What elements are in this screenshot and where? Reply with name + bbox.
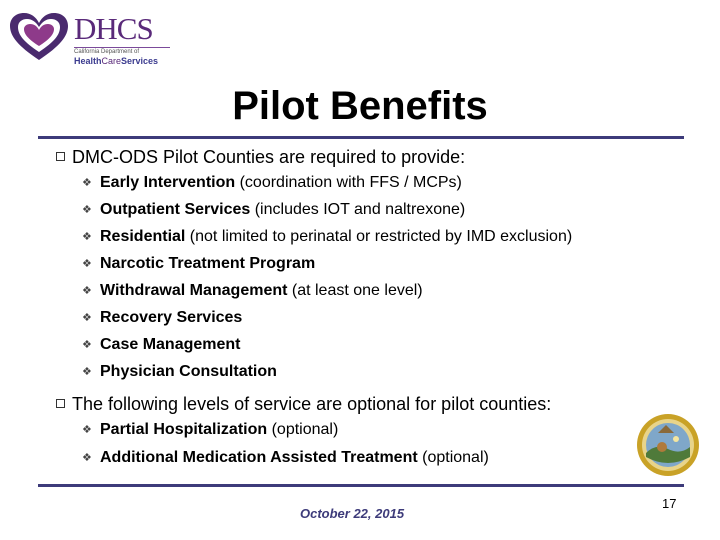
item-name: Recovery Services bbox=[100, 309, 243, 326]
logo-wordmark: DHCS bbox=[74, 11, 153, 46]
logo-subtitle: California Department of bbox=[74, 47, 170, 56]
item-detail: (optional) bbox=[267, 421, 339, 438]
item-detail: (optional) bbox=[417, 449, 489, 466]
diamond-bullet-icon: ❖ bbox=[82, 424, 92, 436]
diamond-bullet-icon: ❖ bbox=[82, 285, 92, 297]
square-bullet-icon bbox=[56, 399, 65, 408]
diamond-bullet-icon: ❖ bbox=[82, 204, 92, 216]
diamond-bullet-icon: ❖ bbox=[82, 312, 92, 324]
diamond-bullet-icon: ❖ bbox=[82, 339, 92, 351]
diamond-bullet-icon: ❖ bbox=[82, 177, 92, 189]
footer-divider bbox=[38, 484, 684, 487]
item-name: Outpatient Services bbox=[100, 201, 251, 218]
item-name: Case Management bbox=[100, 336, 241, 353]
item-detail: (not limited to perinatal or restricted by IMD exclusion) bbox=[185, 228, 573, 245]
square-bullet-icon bbox=[56, 152, 65, 161]
item-name: Additional Medication Assisted Treatment bbox=[100, 449, 418, 466]
item-name: Narcotic Treatment Program bbox=[100, 255, 316, 272]
item-name: Physician Consultation bbox=[100, 363, 277, 380]
item-name: Residential bbox=[100, 228, 186, 245]
item-name: Early Intervention bbox=[100, 174, 236, 191]
item-name: Partial Hospitalization bbox=[100, 421, 268, 438]
california-seal-icon bbox=[636, 413, 700, 477]
bullet-text: DMC-ODS Pilot Counties are required to provide: bbox=[72, 147, 466, 167]
diamond-bullet-icon: ❖ bbox=[82, 366, 92, 378]
logo-health-care-services bbox=[74, 56, 170, 67]
item-detail: (includes IOT and naltrexone) bbox=[250, 201, 466, 218]
logo-health: Health bbox=[74, 56, 102, 66]
bullet-text: The following levels of service are optional for pilot counties: bbox=[72, 394, 552, 414]
logo-services: Services bbox=[121, 56, 159, 66]
item-name: Withdrawal Management bbox=[100, 282, 288, 299]
diamond-bullet-icon: ❖ bbox=[82, 452, 92, 464]
item-detail: (at least one level) bbox=[287, 282, 423, 299]
diamond-bullet-icon: ❖ bbox=[82, 231, 92, 243]
logo-care: Care bbox=[101, 56, 122, 66]
slide-title: Pilot Benefits bbox=[232, 84, 488, 128]
footer-date: October 22, 2015 bbox=[300, 506, 405, 521]
page-number: 17 bbox=[662, 496, 677, 511]
title-divider bbox=[38, 136, 684, 139]
dhcs-logo bbox=[8, 8, 168, 66]
diamond-bullet-icon: ❖ bbox=[82, 258, 92, 270]
heart-logo-icon bbox=[8, 12, 70, 64]
item-detail: (coordination with FFS / MCPs) bbox=[235, 174, 462, 191]
